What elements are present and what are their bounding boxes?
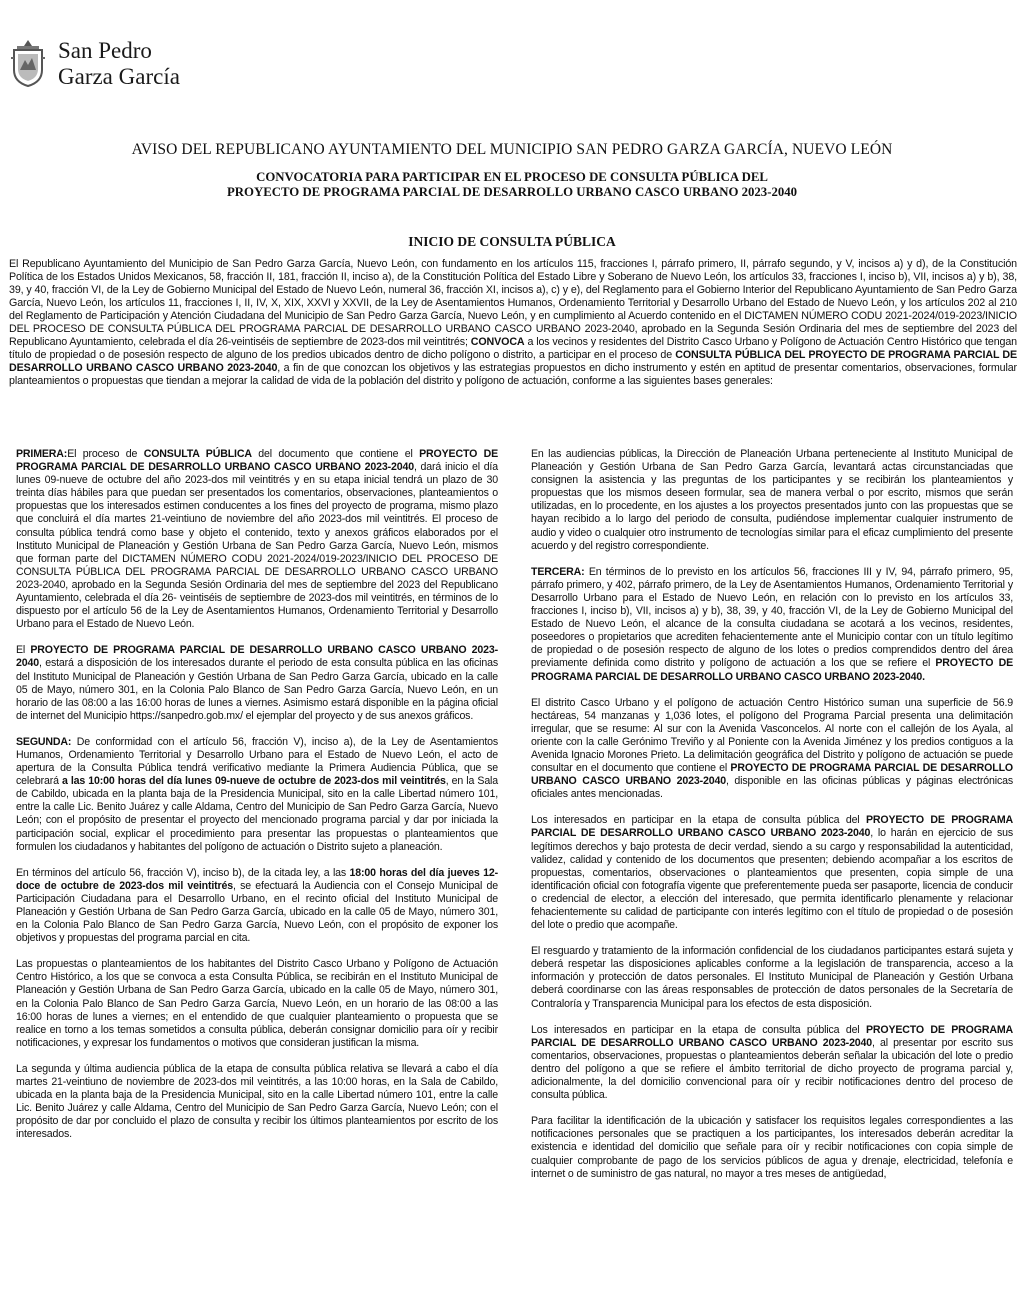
paragraph-tercera: TERCERA: En términos de lo previsto en los artículos 56, fracciones III y IV, 94, párrafo primero, 95, párrafo primero, y 402, párrafo primero, de la Ley de Asentamientos Humanos, Ordenamiento Territorial y Desarrollo Urbano para el Estado de Nuevo León, en relación con lo previsto en los artículos 33, fracciones I, inciso b), VII, incisos a) y b), 38, 39, y 40, fracción VI, de la Ley de Gobierno Municipal del Estado de Nuevo León, el alcance de la consulta ciudadana se acotará a los vecinos, residentes, poseedores o propietarios que acrediten fehacientemente ante el Municipio contar con un título legítimo de propiedad o de posesión respecto de alguno de los lotes o predios comprendidos dentro del área previamente definida como distrito y polígono de actuación a los que se refiere el PROYECTO DE PROGRAMA PARCIAL DE DESARROLLO URBANO CASCO URBANO 2023-2040. xyxy=(531,565,1013,683)
paragraph-segunda: SEGUNDA: De conformidad con el artículo 56, fracción V), inciso a), de la Ley de Asentamientos Humanos, Ordenamiento Territorial y Desarrollo Urbano para el Estado de Nuevo León, el acto de apertura de la Consulta Pública tendrá verificativo mediante la Primera Audiencia Pública, que se celebrará a las 10:00 horas del día lunes 09-nueve de octubre de 2023-dos mil veintitrés, en la Sala de Cabildo, ubicada en la planta baja de la Presidencia Municipal, sito en la calle Libertad número 101, entre la calle Lic. Benito Juárez y calle Aldama, Centro del Municipio de San Pedro Garza García, Nuevo León; con el propósito de presentar el proyecto del mencionado programa parcial y dar por iniciada la participación social, explicar el procedimiento para presentar las propuestas o planteamientos que formulen los ciudadanos y habitantes del polígono de actuación o Distrito sujeto a planeación. xyxy=(16,735,499,853)
paragraph-propuestas: Las propuestas o planteamientos de los habitantes del Distrito Casco Urbano y Polígono de Actuación Centro Histórico, a los que se convoca a esta Consulta Pública, se recibirán en el Instituto Municipal de Planeación y Gestión Urbana de San Pedro Garza García, ubicado en la calle 05 de Mayo, número 301, en la Colonia Palo Blanco de San Pedro Garza García, Nuevo León, en un horario de las 08:00 a las 16:00 horas de lunes a viernes; en el entendido de que cualquier planteamiento o propuesta que se realice en torno a los temas sometidos a consulta pública, deberán consignar domicilio para oír y recibir notificaciones, y expresar los fundamentos o motivos que consideran justifican la misma. xyxy=(16,958,498,1049)
subtitle-line-1: CONVOCATORIA PARA PARTICIPAR EN EL PROCESO DE CONSULTA PÚBLICA DEL xyxy=(256,170,768,184)
municipality-brand xyxy=(58,38,180,90)
paragraph-datos-personales: El resguardo y tratamiento de la información confidencial de los ciudadanos participantes estará sujeta y deberá respetar las disposiciones aplicables conforme a la legislación de transparencia, acceso a la información y protección de datos personales. El Instituto Municipal de Planeación y Gestión Urbana deberá coordinarse con las áreas responsables de protección de datos personales de la Secretaría de Contraloría y Transparencia Municipal para los efectos de esta disposición. xyxy=(531,945,1013,1010)
notice-subtitle xyxy=(0,170,1024,200)
left-column xyxy=(16,448,498,1155)
paragraph-primera: PRIMERA:El proceso de CONSULTA PÚBLICA del documento que contiene el PROYECTO DE PROGRAMA PARCIAL DE DESARROLLO URBANO CASCO URBANO 2023-2040, dará inicio el día lunes 09-nueve de octubre del año 2023-dos mil veintitrés y en su etapa inicial tendrá un plazo de 30 treinta días hábiles para que puedan ser presentados los comentarios, observaciones, planteamientos o propuestas que los interesados estimen conducentes a los fines del proyecto de programa, mismo plazo que concluirá el día martes 21-veintiuno de noviembre del año 2023-dos mil veintitrés. El proceso de consulta pública tendrá como base y objeto el contenido, texto y anexos gráficos elaborados por el Instituto Municipal de Planeación y Gestión Urbana de San Pedro Garza García, Nuevo León, mismos que forman parte del DICTAMEN NÚMERO CODU 2021-2024/019-2023/INICIO DEL PROCESO DE CONSULTA PÚBLICA DEL PROGRAMA PARCIAL DE DESARROLLO URBANO CASCO URBANO 2023-2040, aprobado en la Segunda Sesión Ordinaria del mes de septiembre del 2023 del Republicano Ayuntamiento, celebrada el día 26- veintiséis de septiembre de 2023-dos mil veintitrés, en términos de lo dispuesto por el artículo 56 de la Ley de Asentamientos Humanos, Ordenamiento Territorial y Desarrollo Urbano para el Estado de Nuevo León. xyxy=(16,448,499,631)
intro-paragraph: El Republicano Ayuntamiento del Municipio de San Pedro Garza García, Nuevo León, con fundamento en los artículos 115, fracciones I, párrafo primero, II, párrafo segundo, y V, incisos a) y d), de la Constitución Política de los Estados Unidos Mexicanos, 58, fracción II, 181, fracción II, inciso a), de la Constitución Política del Estado Libre y Soberano de Nuevo León, los artículos 33, fracciones I, inciso b), VII, incisos a) y b), 38, 39, y 40, fracción VI, de la Ley de Gobierno Municipal del Estado de Nuevo León, numeral 36, fracción XI, incisos a), c) y e), del Reglamento para el Gobierno Interior del Republicano Ayuntamiento de San Pedro Garza García, Nuevo León, los artículos 11, fracciones I, II, IV, X, XIX, XXVI y XXVII, de la Ley de Asentamientos Humanos, Ordenamiento Territorial y Desarrollo Urbano del Estado de Nuevo León, y los artículos 202 al 210 del Reglamento de Participación y Atención Ciudadana del Municipio de San Pedro Garza García, Nuevo León, y en cumplimiento al Acuerdo contenido en el DICTAMEN NÚMERO CODU 2021-2024/019-2023/INICIO DEL PROCESO DE CONSULTA PÚBLICA DEL PROGRAMA PARCIAL DE DESARROLLO URBANO CASCO URBANO 2023-2040, aprobado en la Segunda Sesión Ordinaria del mes de septiembre del 2023 del Republicano Ayuntamiento, celebrada el día 26-veintiséis de septiembre de 2023-dos mil veintitrés; CONVOCA a los vecinos y residentes del Distrito Casco Urbano y Polígono de Actuación Centro Histórico que tengan título de propiedad o de posesión respecto de alguno de los predios ubicados dentro de dicho polígono o distrito, a participar en el proceso de CONSULTA PÚBLICA DEL PROYECTO DE PROGRAMA PARCIAL DE DESARROLLO URBANO CASCO URBANO 2023-2040, a fin de que conozcan los objetivos y las estrategias propuestos en dicho instrumento y estén en aptitud de presentar comentarios, observaciones, formular planteamientos o propuestas que tiendan a mejorar la calidad de vida de la población del distrito y polígono de actuación, conforme a las siguientes bases generales: xyxy=(9,258,1017,388)
section-title: INICIO DE CONSULTA PÚBLICA xyxy=(408,234,616,249)
paragraph-segunda-audiencia: La segunda y última audiencia pública de la etapa de consulta pública relativa se llevará a cabo el día martes 21-veintiuno de noviembre de 2023-dos mil veintitrés, a las 10:00 horas, en la Sala de Cabildo, ubicada en la planta baja de la Presidencia Municipal, sito en la calle Libertad número 101, entre la calle Lic. Benito Juárez y calle Aldama, Centro del Municipio de San Pedro Garza García, Nuevo León; con el propósito de dar por concluido el plazo de consulta y recibir los últimos planteamientos por escrito de los interesados. xyxy=(16,1062,498,1141)
paragraph-ubicacion: Los interesados en participar en la etapa de consulta pública del PROYECTO DE PROGRAMA PARCIAL DE DESARROLLO URBANO CASCO URBANO 2023-2040, al presentar por escrito sus comentarios, observaciones, propuestas o planteamientos deberán señalar la ubicación del lote o predio dentro del polígono a que se refiere el ámbito territorial de dicho proyecto de programa parcial y, adicionalmente, la del domicilio convencional para oír y recibir notificaciones dentro del proceso de consulta pública. xyxy=(531,1023,1014,1102)
brand-line-2: Garza García xyxy=(58,64,180,89)
municipal-seal-icon xyxy=(8,38,48,88)
paragraph-interesados: Los interesados en participar en la etapa de consulta pública del PROYECTO DE PROGRAMA PARCIAL DE DESARROLLO URBANO CASCO URBANO 2023-2040, lo harán en ejercicio de sus legítimos derechos y bajo protesta de decir verdad, siendo a su cargo y responsabilidad la autenticidad, validez, calidad y contenido de los documentos que presenten; debiendo acompañar a los escritos de propuestas, comentarios, observaciones o planteamientos que presenten, copia simple de una identificación oficial con fotografía vigente que preferentemente pueda ser pasaporte, licencia de conducir o credencial de elector, a elección del interesado, que permita identificarlo plenamente y relacionar fehacientemente su calidad de participante con interés legítimo con el título de propiedad o de posesión del lote o predio que acompañe. xyxy=(531,814,1014,932)
paragraph-notificaciones: Para facilitar la identificación de la ubicación y satisfacer los requisitos legales correspondientes a las notificaciones personales que se practiquen a los participantes, los interesados deberán acreditar la existencia e identidad del domicilio que señale para oír y recibir notificaciones con copia simple de cualquier comprobante de pago de los servicios públicos de agua y drenaje, electricidad, telefonía e internet o de suministro de gas natural, no mayor a tres meses de antigüedad, xyxy=(531,1115,1013,1180)
brand-line-1: San Pedro xyxy=(58,38,152,63)
right-column xyxy=(531,448,1013,1194)
paragraph-audiencia-consejo: En términos del artículo 56, fracción V), inciso b), de la citada ley, a las 18:00 horas del día jueves 12-doce de octubre de 2023-dos mil veintitrés, se efectuará la Audiencia con el Consejo Municipal de Participación Ciudadana para el Desarrollo Urbano, en el recinto oficial del Instituto Municipal de Planeación y Gestión Urbana de San Pedro Garza García, ubicado en la calle 05 de Mayo, número 301, en la Colonia Palo Blanco de San Pedro Garza García, Nuevo León, con el propósito de exponer los objetivos y propuestas del programa parcial en cita. xyxy=(16,866,498,945)
paragraph-delimitacion: El distrito Casco Urbano y el polígono de actuación Centro Histórico suman una superficie de 56.9 hectáreas, 54 manzanas y 1,036 lotes, el polígono del Programa Parcial presenta una delimitación irregular, que se resume: Al sur con la Avenida Vasconcelos. Al norte con el callejón de los Ayala, al oriente con la calle Gerónimo Treviño y al Poniente con la Avenida Jiménez y los predios contiguos a la Avenida Ignacio Morones Prieto. La delimitación geográfica del Distrito y polígono de actuación se puede consultar en el documento que contiene el PROYECTO DE PROGRAMA PARCIAL DE DESARROLLO URBANO CASCO URBANO 2023-2040, disponible en las oficinas públicas y páginas electrónicas oficiales antes mencionadas. xyxy=(531,696,1013,801)
notice-title: AVISO DEL REPUBLICANO AYUNTAMIENTO DEL MUNICIPIO SAN PEDRO GARZA GARCÍA, NUEVO LEÓN xyxy=(131,141,893,158)
paragraph-audiencias-publicas: En las audiencias públicas, la Dirección de Planeación Urbana perteneciente al Instituto Municipal de Planeación y Gestión Urbana de San Pedro Garza García, levantará actas circunstanciadas que consignen la asistencia y las preguntas de los participantes y se recibirán los planteamientos y propuestas que los mismos deseen formular, sea de manera verbal o por escrito, mismos que serán utilizadas, en lo procedente, en los ajustes a los proyectos presentados junto con las propuestas que se hayan recibido a lo largo del periodo de consulta, pudiéndose implementar cualquier instrumento de audio y video o cualquier otro instrumento de tecnologías similar para el eficaz cumplimiento del presente acuerdo y del registro correspondiente. xyxy=(531,448,1013,552)
subtitle-line-2: PROYECTO DE PROGRAMA PARCIAL DE DESARROLLO URBANO CASCO URBANO 2023-2040 xyxy=(226,185,798,199)
paragraph-disponibilidad: El PROYECTO DE PROGRAMA PARCIAL DE DESARROLLO URBANO CASCO URBANO 2023-2040, estará a disposición de los interesados durante el periodo de esta consulta pública en las oficinas del Instituto Municipal de Planeación y Gestión Urbana de San Pedro Garza García, ubicado en la calle 05 de Mayo, número 301, en la Colonia Palo Blanco de San Pedro Garza García, Nuevo León, en un horario de las 08:00 a las 16:00 horas de lunes a viernes. Asimismo estará disponible en la página oficial de internet del Municipio https://sanpedro.gob.mx/ el ejemplar del proyecto y de sus anexos gráficos. xyxy=(16,644,498,722)
